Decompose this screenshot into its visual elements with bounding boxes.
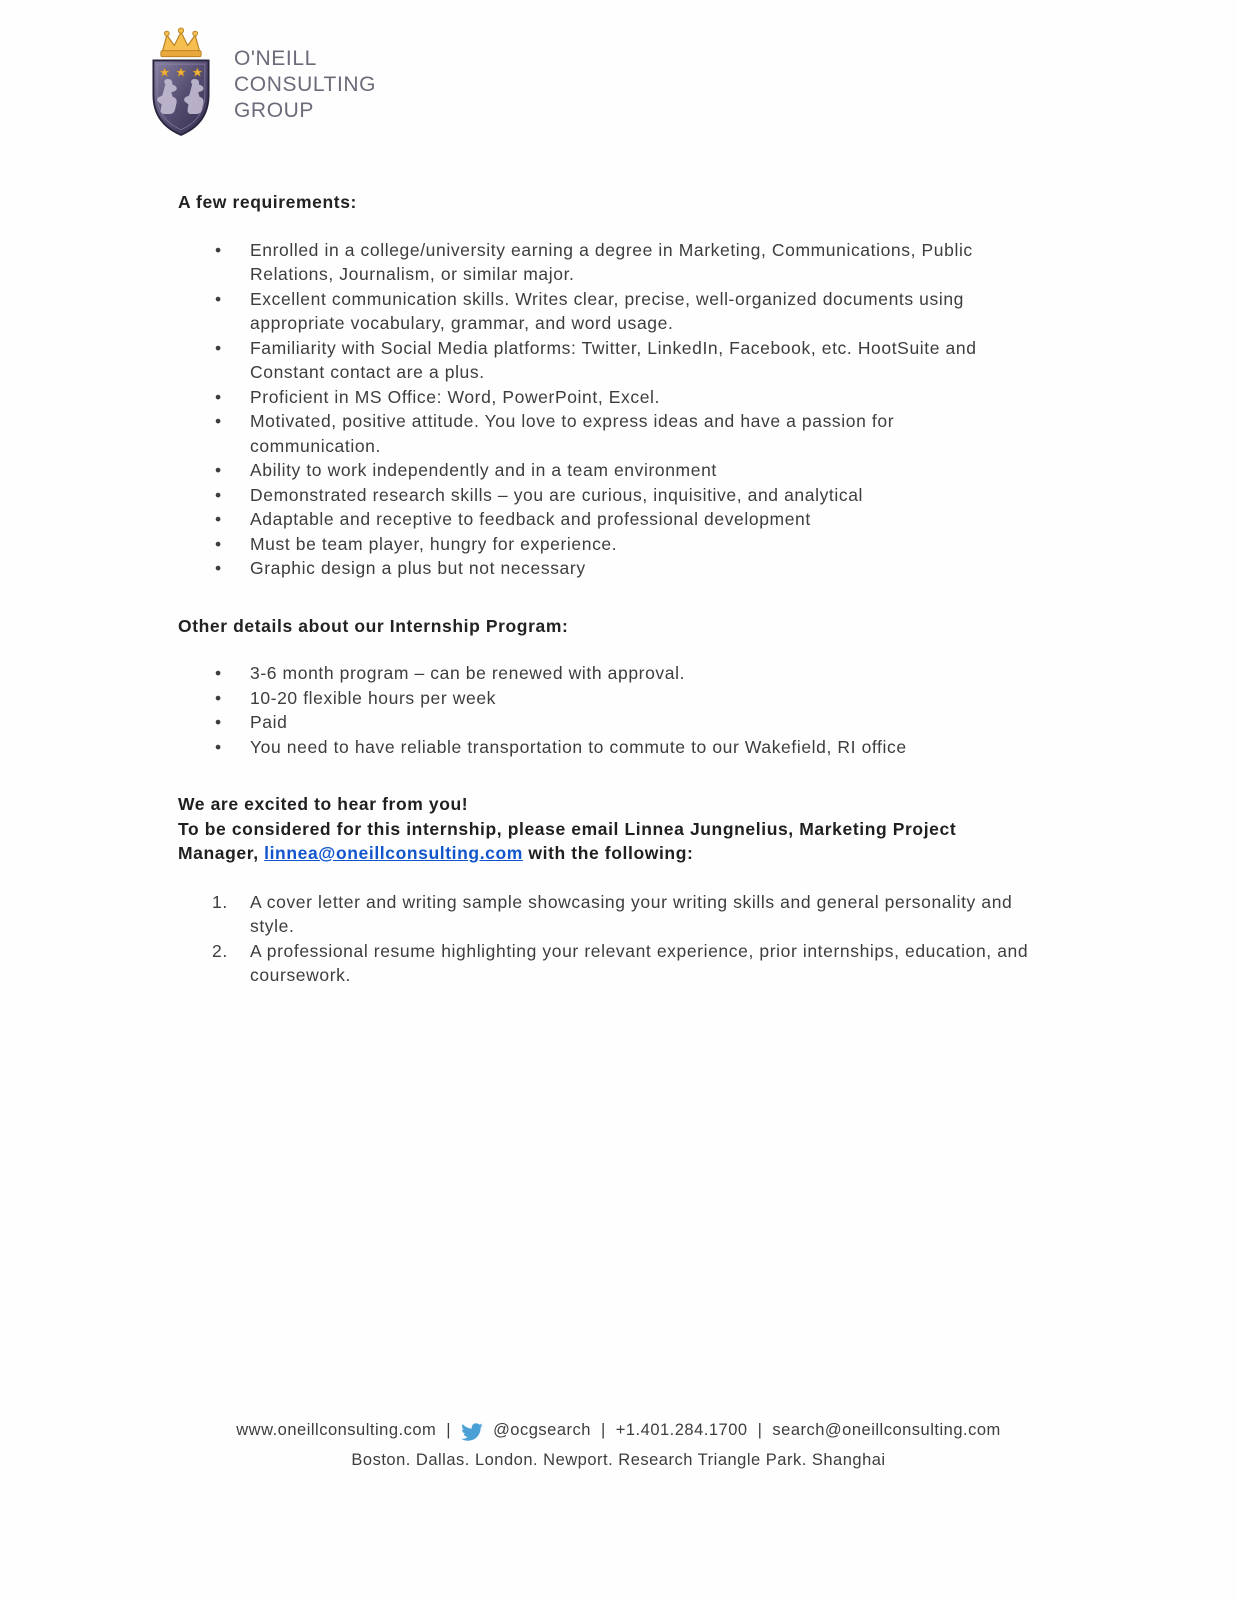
requirement-item: • Motivated, positive attitude. You love to express ideas and have a passion for communication. xyxy=(178,409,1030,458)
detail-item: • 10-20 flexible hours per week xyxy=(178,686,1030,711)
detail-item: • Paid xyxy=(178,710,1030,735)
closing-instructions xyxy=(178,817,1023,866)
email-link[interactable]: linnea@oneillconsulting.com xyxy=(264,843,523,863)
closing-block xyxy=(178,792,1029,988)
company-name xyxy=(234,46,376,124)
application-step: A professional resume highlighting your relevant experience, prior internships, education, and coursework. xyxy=(250,940,1029,985)
closing-text-before-email: To be considered for this internship, please email Linnea Jungnelius, Marketing Project Manager, xyxy=(178,818,957,863)
footer-separator: | xyxy=(600,1421,606,1439)
twitter-bird-icon xyxy=(461,1421,483,1439)
requirement-item: • Graphic design a plus but not necessary xyxy=(178,556,1030,581)
detail-item: • 3-6 month program – can be renewed with approval. xyxy=(178,661,1030,686)
requirements-heading: A few requirements: xyxy=(178,192,357,212)
company-name-line3: GROUP xyxy=(234,98,315,122)
footer-phone: +1.401.284.1700 xyxy=(615,1421,748,1439)
requirements-list xyxy=(178,238,1038,581)
requirement-item: • Ability to work independently and in a team environment xyxy=(178,458,1030,483)
crest-shield-icon xyxy=(140,26,222,143)
company-name-line1: O'NEILL xyxy=(234,46,317,70)
footer-separator: | xyxy=(446,1421,452,1439)
document-body xyxy=(178,190,1062,988)
detail-item: • You need to have reliable transportation to commute to our Wakefield, RI office xyxy=(178,735,1030,760)
requirement-item: • Must be team player, hungry for experience. xyxy=(178,532,1030,557)
details-list xyxy=(178,661,1038,759)
company-name-line2: CONSULTING xyxy=(234,72,377,96)
closing-excited-line: We are excited to hear from you! xyxy=(178,794,469,814)
footer-email: search@oneillconsulting.com xyxy=(772,1421,1001,1439)
requirement-item: • Adaptable and receptive to feedback and professional development xyxy=(178,507,1030,532)
closing-text-after-email: with the following: xyxy=(522,843,694,863)
footer-separator: | xyxy=(757,1421,763,1439)
application-step: A cover letter and writing sample showcasing your writing skills and general personality and style. xyxy=(250,891,1013,936)
details-heading: Other details about our Internship Program: xyxy=(178,615,569,636)
application-steps-list xyxy=(178,890,1030,988)
footer-contact-line xyxy=(0,1415,1237,1445)
requirement-item: • Proficient in MS Office: Word, PowerPoint, Excel. xyxy=(178,385,1030,410)
requirement-item: • Familiarity with Social Media platforms: Twitter, LinkedIn, Facebook, etc. HootSuite and Constant contact are a plus. xyxy=(178,336,1030,385)
requirement-item: • Enrolled in a college/university earning a degree in Marketing, Communications, Public Relations, Journalism, or similar major. xyxy=(178,238,1030,287)
footer-twitter-handle: @ocgsearch xyxy=(493,1421,591,1439)
requirement-item: • Excellent communication skills. Writes clear, precise, well-organized documents using appropriate vocabulary, grammar, and word usage. xyxy=(178,287,1030,336)
document-footer xyxy=(0,1415,1237,1475)
requirement-item: • Demonstrated research skills – you are curious, inquisitive, and analytical xyxy=(178,483,1030,508)
footer-website: www.oneillconsulting.com xyxy=(236,1421,437,1439)
footer-locations-line: Boston. Dallas. London. Newport. Research Triangle Park. Shanghai xyxy=(351,1451,886,1469)
company-logo xyxy=(140,26,376,143)
